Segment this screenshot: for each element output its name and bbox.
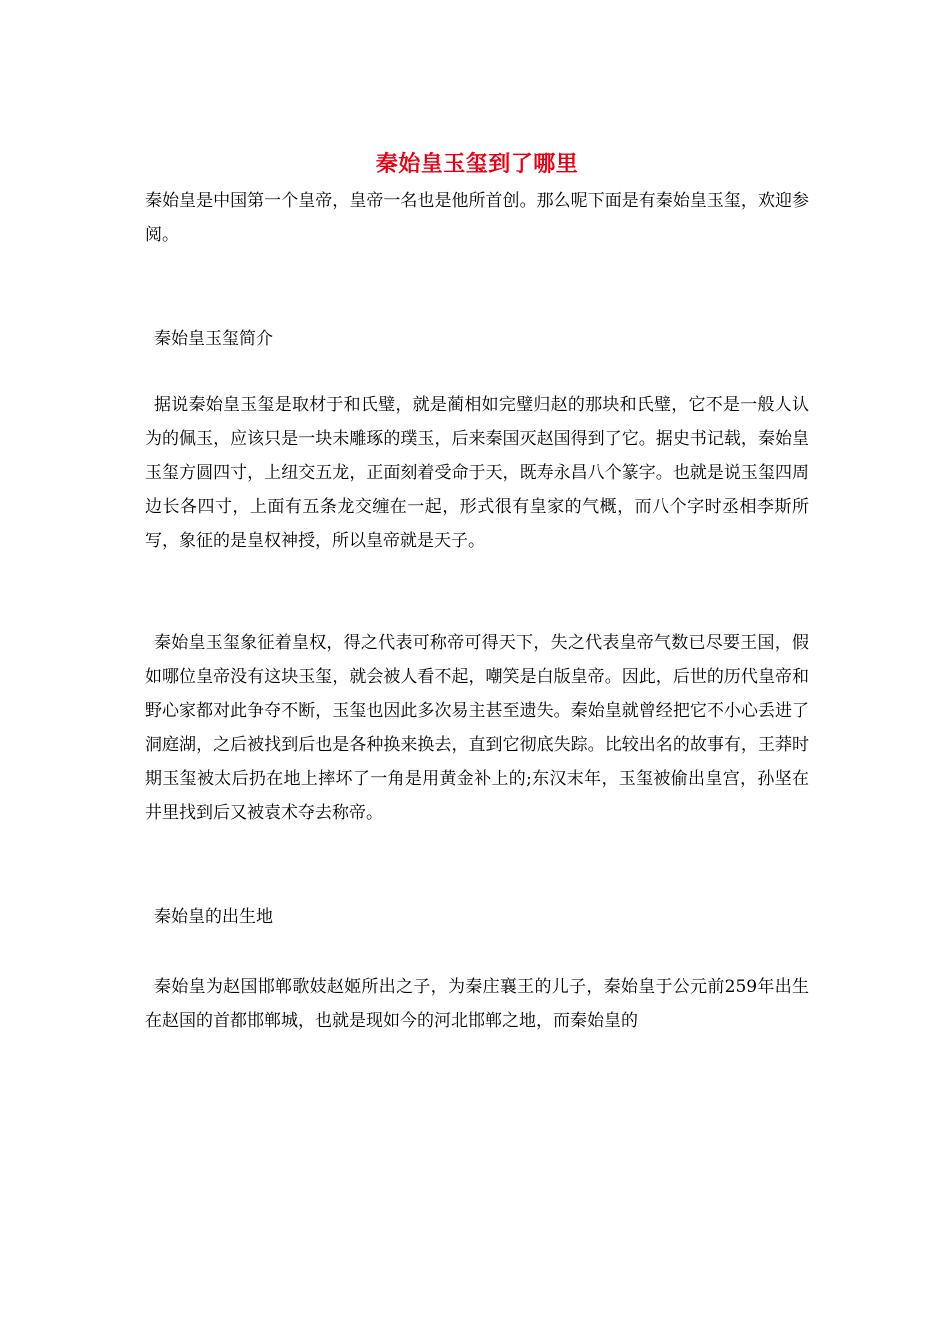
document-title: 秦始皇玉玺到了哪里 (375, 152, 579, 177)
spacer (145, 934, 809, 970)
spacer (145, 830, 809, 900)
section-body-seal-history: 秦始皇玉玺象征着皇权，得之代表可称帝可得天下，失之代表皇帝气数已尽要王国，假如哪位皇帝没有这块玉玺，就会被人看不起，嘲笑是白版皇帝。因此，后世的历代皇帝和野心家都对此争夺不断，玉玺也因此多次易主甚至遗失。秦始皇就曾经把它不小心丢进了洞庭湖，之后被找到后也是各种换来换去，直到它彻底失踪。比较出名的故事有，王莽时期玉玺被太后扔在地上摔坏了一角是用黄金补上的;东汉末年，玉玺被偷出皇宫，孙坚在井里找到后又被袁术夺去称帝。 (145, 633, 809, 823)
section-body-birthplace: 秦始皇为赵国邯郸歌妓赵姬所出之子，为秦庄襄王的儿子，秦始皇于公元前259年出生在赵国的首都邯郸城，也就是现如今的河北邯郸之地，而秦始皇的 (145, 977, 809, 1031)
intro-paragraph: 秦始皇是中国第一个皇帝，皇帝一名也是他所首创。那么呢下面是有秦始皇玉玺，欢迎参阅。 (145, 191, 809, 245)
spacer (145, 252, 809, 322)
spacer (145, 558, 809, 626)
spacer (145, 356, 809, 388)
section-body-seal-intro: 据说秦始皇玉玺是取材于和氏璧，就是蔺相如完璧归赵的那块和氏璧，它不是一般人认为的佩玉，应该只是一块未雕琢的璞玉，后来秦国灭赵国得到了它。据史书记载，秦始皇玉玺方圆四寸，上纽交五龙，正面刻着受命于天，既寿永昌八个篆字。也就是说玉玺四周边长各四寸，上面有五条龙交缠在一起，形式很有皇家的气概，而八个字时丞相李斯所写，象征的是皇权神授，所以皇帝就是天子。 (145, 395, 809, 551)
section-heading-seal-intro: 秦始皇玉玺简介 (154, 329, 273, 349)
section-heading-birthplace: 秦始皇的出生地 (154, 907, 273, 927)
document-body (145, 150, 809, 1038)
